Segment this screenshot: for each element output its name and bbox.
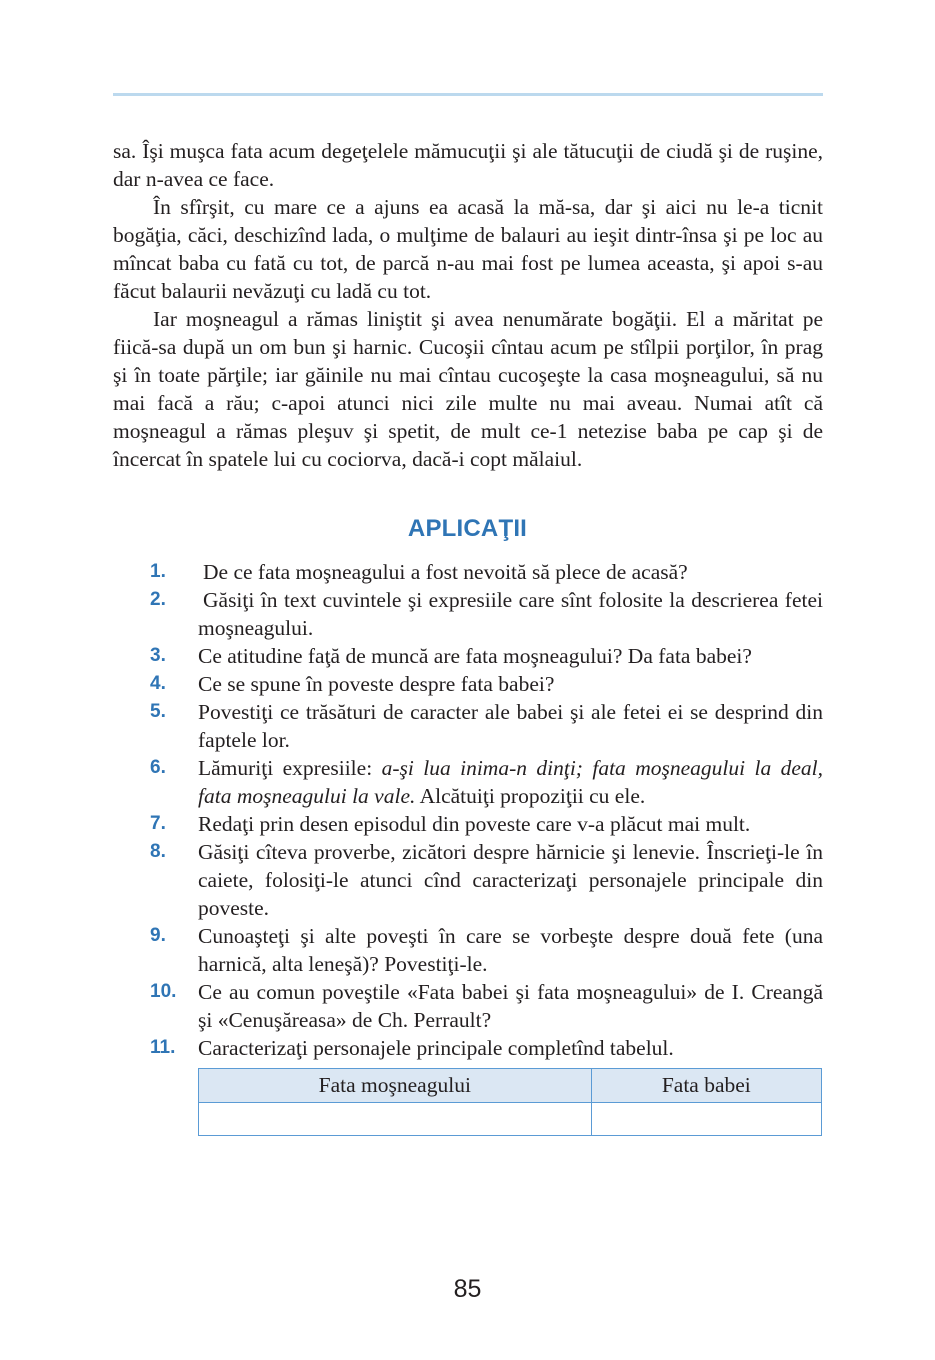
question-number: 3. [150, 645, 166, 666]
question-text: Redaţi prin desen episodul din poveste care v-a plăcut mai mult. [198, 812, 751, 836]
story-paragraph: În sfîrşit, cu mare ce a ajuns ea acasă la mă-sa, dar şi aici nu le-a ticnit bogăţia, căci, deschizînd lada, o mulţime de balauri au ieşit dintr-însa şi pe loc au mîncat baba cu fată cu tot, de parcă n-au mai fost pe lumea aceasta, şi apoi s-au făcut balaurii nevăzuţi cu ladă cu tot. [113, 195, 823, 303]
question-item [150, 922, 823, 978]
question-number: 6. [150, 757, 166, 778]
question-item [150, 586, 823, 642]
header-rule [113, 93, 823, 96]
question-text: Ce atitudine faţă de muncă are fata moşneagului? Da fata babei? [198, 644, 752, 668]
question-text: Găsiţi în text cuvintele şi expresiile care sînt folosite la descrierea fetei moşneagului. [198, 588, 823, 640]
story-text [113, 137, 823, 473]
question-number: 8. [150, 841, 166, 862]
question-number: 10. [150, 981, 177, 1002]
question-item [150, 1034, 823, 1062]
question-item [150, 670, 823, 698]
table-header-row [199, 1069, 822, 1103]
question-text-part: Lămuriţi expresiile: [198, 756, 382, 780]
question-item [150, 810, 823, 838]
question-text [198, 754, 823, 810]
question-text: Ce au comun poveştile «Fata babei şi fata moşneagului» de I. Creangă şi «Cenuşăreasa» de Ch. Perrault? [198, 980, 823, 1032]
question-number: 1. [150, 561, 166, 582]
table-header-cell: Fata babei [591, 1069, 821, 1103]
questions-list [150, 558, 823, 1062]
table-header-cell: Fata moşneagului [199, 1069, 592, 1103]
question-number: 7. [150, 813, 166, 834]
question-text: Cunoaşteţi şi alte poveşti în care se vorbeşte despre două fete (una harnică, alta leneşă)? Povestiţi-le. [198, 924, 823, 976]
section-heading: APLICAŢII [407, 515, 528, 542]
idiom-expressions: a-şi lua inima-n dinţi; fata moşneagului la deal, fata moşneagului la vale. [198, 756, 823, 808]
table-cell [199, 1103, 592, 1136]
story-paragraph: Iar moşneagul a rămas liniştit şi avea nenumărate bogăţii. El a măritat pe fiică-sa după un om bun şi harnic. Cucoşii cîntau acum pe stîlpii porţilor, în prag şi în toate părţile; iar găinile nu mai cîntau cucoşeşte la casa moşneagului, să nu mai facă a rău; c-apoi atunci nici zile multe nu mai aveau. Numai atît că moşneagul a rămas pleşuv şi spetit, de mult ce-1 netezise baba pe cap şi de încercat în spatele lui cu cociorva, dacă-i copt mălaiul. [113, 307, 823, 471]
question-text: Ce se spune în poveste despre fata babei? [198, 672, 555, 696]
question-text: Povestiţi ce trăsături de caracter ale babei şi ale fetei ei se desprind din faptele lor. [198, 700, 823, 752]
question-item [150, 838, 823, 922]
page-number: 85 [453, 1275, 482, 1303]
table-row [199, 1103, 822, 1136]
story-paragraph: sa. Îşi muşca fata acum degeţelele mămucuţii şi ale tătucuţii de ciudă şi de ruşine, dar n-avea ce face. [113, 139, 823, 191]
question-number: 9. [150, 925, 166, 946]
question-number: 5. [150, 701, 166, 722]
question-number: 11. [150, 1037, 176, 1058]
question-item [150, 642, 823, 670]
question-item [150, 558, 823, 586]
table-cell [591, 1103, 821, 1136]
question-item [150, 698, 823, 754]
question-item [150, 978, 823, 1034]
question-item [150, 754, 823, 810]
question-text: Găsiţi cîteva proverbe, zicători despre hărnicie şi lenevie. Înscrieţi-le în caiete, folosiţi-le atunci cînd caracterizaţi personajele principale din poveste. [198, 840, 823, 920]
question-text: De ce fata moşneagului a fost nevoită să plece de acasă? [203, 560, 688, 584]
question-text-part: Alcătuiţi propoziţii cu ele. [415, 784, 646, 808]
question-number: 2. [150, 589, 166, 610]
question-number: 4. [150, 673, 166, 694]
question-text: Caracterizaţi personajele principale completînd tabelul. [198, 1036, 674, 1060]
character-table [198, 1068, 822, 1136]
